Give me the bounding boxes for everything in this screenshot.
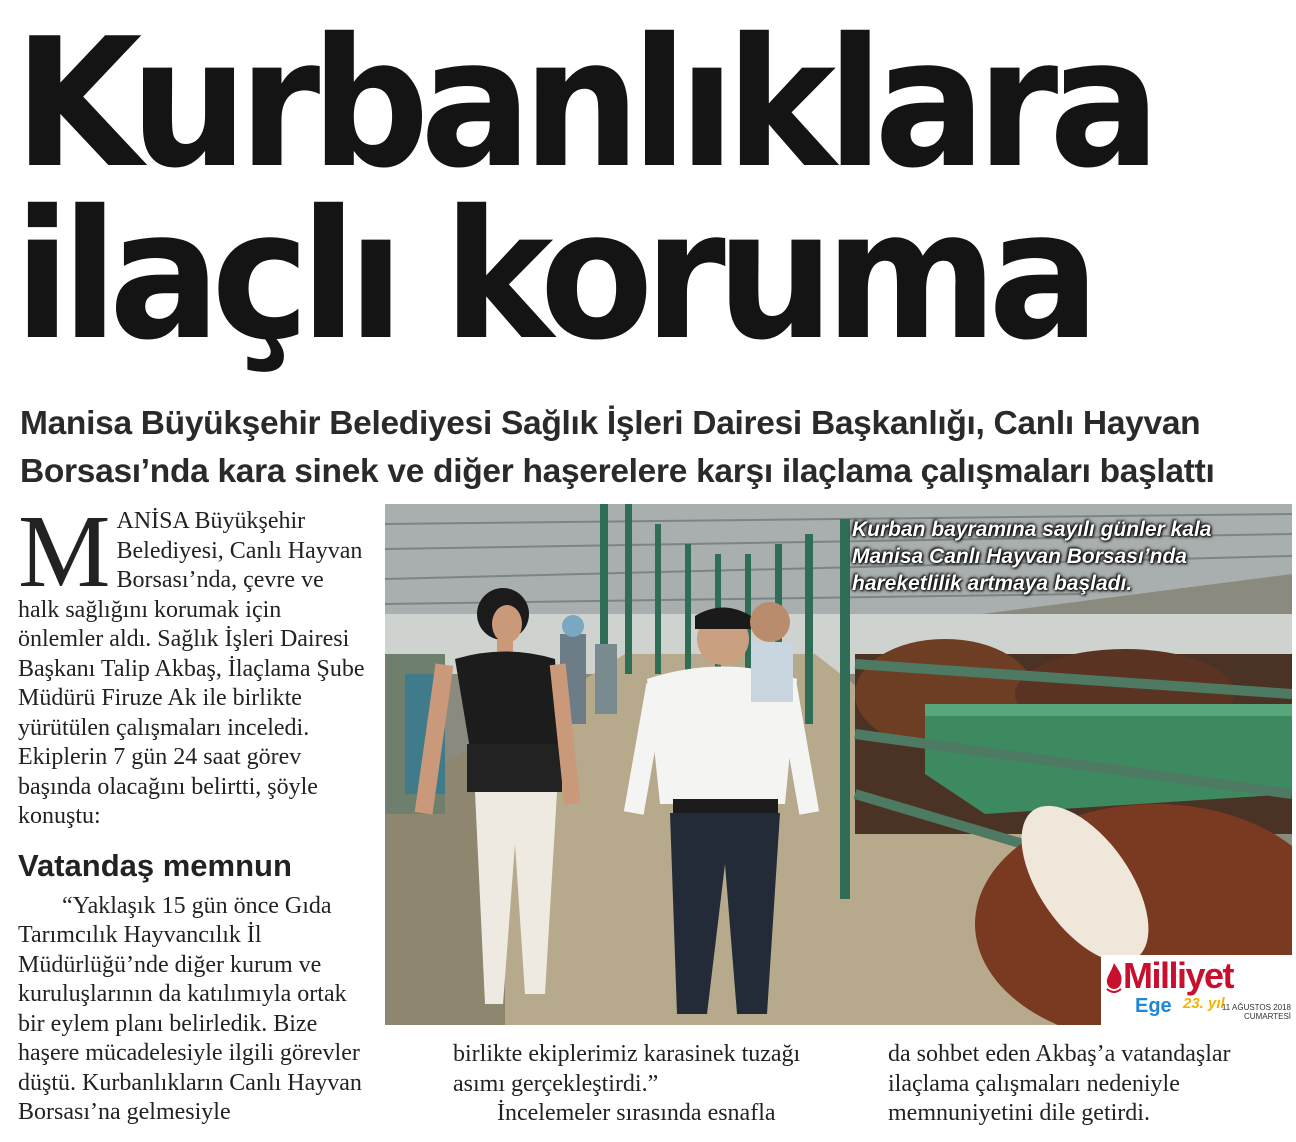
deck-line-2: Borsası’nda kara sinek ve diğer haşerelere karşı ilaçlama çalışmaları başlattı — [20, 453, 1215, 490]
flame-icon — [1103, 961, 1125, 995]
paragraph-closing: da sohbet eden Akbaş’a vatandaşlar ilaçlama çalışmaları nedeniyle memnuniyetini dile getirdi. — [888, 1041, 1231, 1126]
issue-date-text: 11 AĞUSTOS 2018 — [1221, 1003, 1291, 1012]
article-photo — [385, 504, 1292, 1025]
article-column-2 — [453, 1040, 853, 1129]
drop-cap: M — [18, 494, 111, 609]
subheading: Vatandaş memnun — [18, 847, 292, 883]
logo-edition: Ege — [1135, 995, 1172, 1017]
paragraph-inspection: İncelemeler sırasında esnafla — [497, 1100, 776, 1126]
issue-date — [1222, 1003, 1291, 1021]
paragraph-quote: “Yaklaşık 15 gün önce Gıda Tarımcılık Hayvancılık İl Müdürlüğü’nde diğer kurum ve kuruluşlarının da katılımıyla ortak bir eylem planı belirledik. Bize haşere mücadelesiyle ilgili görevler düştü. Kurbanlıkların Canlı Hayvan Borsası’na gelmesiyle — [18, 892, 362, 1125]
milliyet-ege-logo — [1101, 955, 1296, 1027]
paragraph-intro-text: ANİSA Büyükşehir Belediyesi, Canlı Hayvan Borsası’nda, çevre ve halk sağlığını korumak için önlemler aldı. Sağlık İşleri Dairesi Başkanı Talip Akbaş, İlaçlama Şube Müdürü Firuze Ak ile birlikte yürütülen çalışmaları inceledi. Ekiplerin 7 gün 24 saat görev başında olacağını belirtti, şöyle konuştu: — [18, 508, 365, 829]
headline-line-1: Kurbanlıklara — [14, 0, 1152, 207]
headline-line-2: ilaçlı koruma — [14, 172, 1091, 379]
article-column-3 — [888, 1040, 1288, 1129]
deck-line-1: Manisa Büyükşehir Belediyesi Sağlık İşleri Dairesi Başkanlığı, Canlı Hayvan — [20, 405, 1201, 442]
headline — [14, 0, 1204, 379]
logo-wordmark: Milliyet — [1123, 955, 1234, 996]
article-column-1 — [18, 494, 370, 1128]
paragraph-quote-end: birlikte ekiplerimiz karasinek tuzağı asımı gerçekleştirdi.” — [453, 1041, 801, 1097]
logo-anniversary: 23. yıl — [1183, 995, 1225, 1012]
deck — [20, 400, 1285, 496]
issue-day-text: CUMARTESİ — [1244, 1012, 1291, 1021]
photo-caption: Kurban bayramına sayılı günler kala Manisa Canlı Hayvan Borsası’nda hareketlilik artmaya başladı. — [852, 518, 1212, 595]
paragraph-intro — [18, 494, 370, 832]
